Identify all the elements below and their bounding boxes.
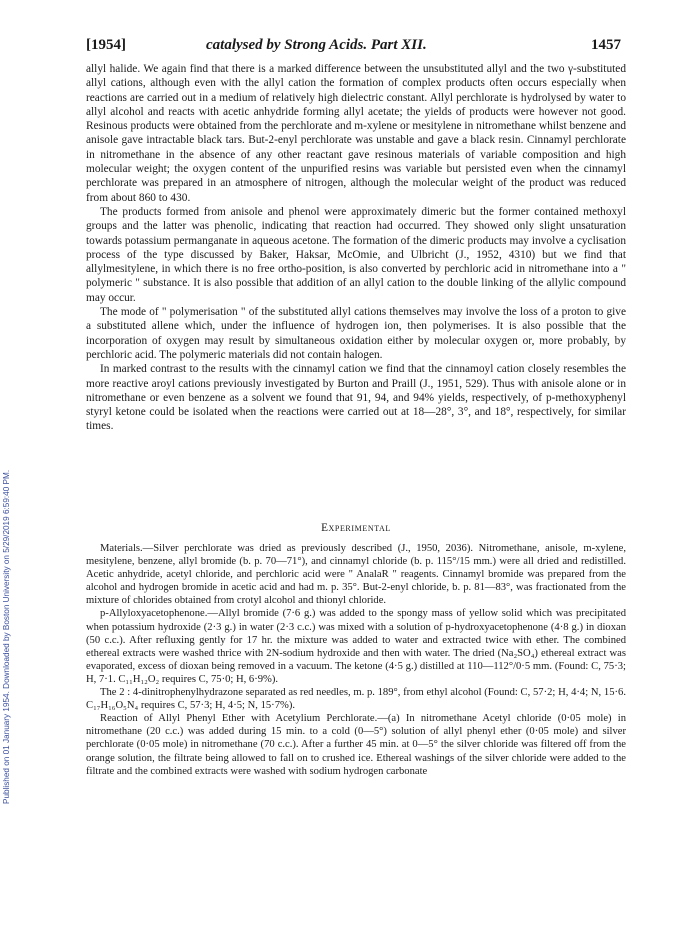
paragraph: Reaction of Allyl Phenyl Ether with Acetylium Perchlorate.—(a) In nitromethane Acetyl chloride (0·05 mole) in nitromethane (20 c.c.) was added during 15 min. to a cold (0—5°) solution of allyl phenyl ether (0·05 mole) and silver perchlorate (0·05 mole) in nitromethane (70 c.c.). After a further 45 min. at 0—5° the silver chloride was filtered off from the orange solution, the filtrate being allowed to fall on to crushed ice. Ethereal washings of the silver chloride were added to the filtrate and the combined extracts were washed with sodium hydrogen carbonate — [86, 713, 626, 777]
paragraph: The mode of " polymerisation " of the substituted allyl cations themselves may involve the loss of a proton to give a substituted allene which, under the influence of hydrogen ion, then polymerises. It is also possible that the incorporation of oxygen may result by simultaneous oxidation either by molecular oxygen or, more probably, by perchloric acid. The polymeric materials did not contain halogen. — [86, 306, 626, 361]
paragraph: Materials.—Silver perchlorate was dried as previously described (J., 1950, 2036). Nitromethane, anisole, m-xylene, mesitylene, benzene, allyl bromide (b. p. 70—71°), and cinnamyl chloride (b. p. 115°/15 mm.) were all dried and redistilled. Acetic anhydride, acetyl chloride, and perchloric acid were " AnalaR " reagents. Cinnamyl bromide was prepared from the alcohol and hydrogen bromide in acetic acid and had m. p. 35°. But-2-enyl chloride, b. p. 81—83°, was fractionated from the mixture of chlorides obtained from crotyl alcohol and thionyl chloride. — [86, 543, 626, 607]
paragraph: p-Allyloxyacetophenone.—Allyl bromide (7·6 g.) was added to the spongy mass of yellow solid which was precipitated when potassium hydroxide (2·3 g.) in water (2·3 c.c.) was mixed with a solution of p-hydroxyacetophenone (4·8 g.) in dioxan (50 c.c.). After refluxing gently for 17 hr. the mixture was added to water and extracted twice with ether. The combined ethereal extracts were washed thrice with 2N-sodium hydroxide and then with water. The dried (Na₂SO₄) ethereal extract was evaporated, excess of dioxan being removed in a vacuum. The ketone (4·5 g.) distilled at 110—112°/0·5 mm. (Found: C, 75·3; H, 7·1. C₁₁H₁₂O₂ requires C, 75·0; H, 6·9%). — [86, 608, 626, 685]
paragraph: In marked contrast to the results with the cinnamyl cation we find that the cinnamoyl cation closely resembles the more reactive aroyl cations previously investigated by Burton and Praill (J., 1951, 529). Thus with anisole alone or in nitromethane or even benzene as a solvent we found that 91, 94, and 94% yields, respectively, of p-methoxyphenyl styryl ketone could be isolated when the reactions were carried out at 18—28°, 3°, and 18°, respectively, for similar times. — [86, 363, 626, 433]
paragraph: The 2 : 4-dinitrophenylhydrazone separated as red needles, m. p. 189°, from ethyl alcohol (Found: C, 57·2; H, 4·4; N, 15·6. C₁₇H₁₆O₅N₄ requires C, 57·3; H, 4·5; N, 15·7%). — [86, 687, 626, 712]
running-title: catalysed by Strong Acids. Part XII. — [206, 37, 427, 53]
paragraph: allyl halide. We again find that there is a marked difference between the unsubstituted allyl and the two γ-substituted allyl cations, although even with the allyl cation the formation of complex products often occurs especially when reactions are carried out in a medium of relatively high dielectric constant. Allyl perchlorate is hydrolysed by water to allyl alcohol and reacts with acetic anhydride forming allyl acetate; the yields of products were however not good. Resinous products were obtained from the perchlorate and m-xylene or mesitylene in nitromethane whilst benzene and anisole gave intractable black tars. But-2-enyl perchlorate was unstable and gave a black resin. Cinnamyl perchlorate in nitromethane in the absence of any other reactant gave resinous materials of variable composition and high molecular weight; the oxygen content of the unpurified resins was variable but persisted even when the cinnamyl perchlorate was prepared in an atmosphere of nitrogen, although the molecular weight of the product was reduced from about 860 to 430. — [86, 63, 626, 204]
journal-year: [1954] — [86, 37, 126, 53]
download-watermark: Published on 01 January 1954. Downloaded by Boston University on 5/29/2019 6:59:40 PM. — [2, 469, 11, 804]
paragraph: The products formed from anisole and phenol were approximately dimeric but the former contained methoxyl groups and the latter was phenolic, indicating that reaction had occurred. They showed only slight unsaturation towards potassium permanganate in aqueous acetone. The formation of the dimeric products may involve a cyclisation process of the type discussed by Baker, Haksar, McOmie, and Ulbricht (J., 1952, 4310) but we find that allylmesitylene, in which there is no free ortho-position, is also converted by perchloric acid in nitromethane into a " polymeric " substance. It is also possible that addition of an allyl cation to the double linking of the allylic compound may occur. — [86, 205, 626, 304]
section-heading: Experimental — [321, 522, 391, 534]
page-number: 1457 — [591, 37, 621, 53]
experimental-body — [86, 542, 626, 778]
discussion-body — [86, 62, 626, 434]
